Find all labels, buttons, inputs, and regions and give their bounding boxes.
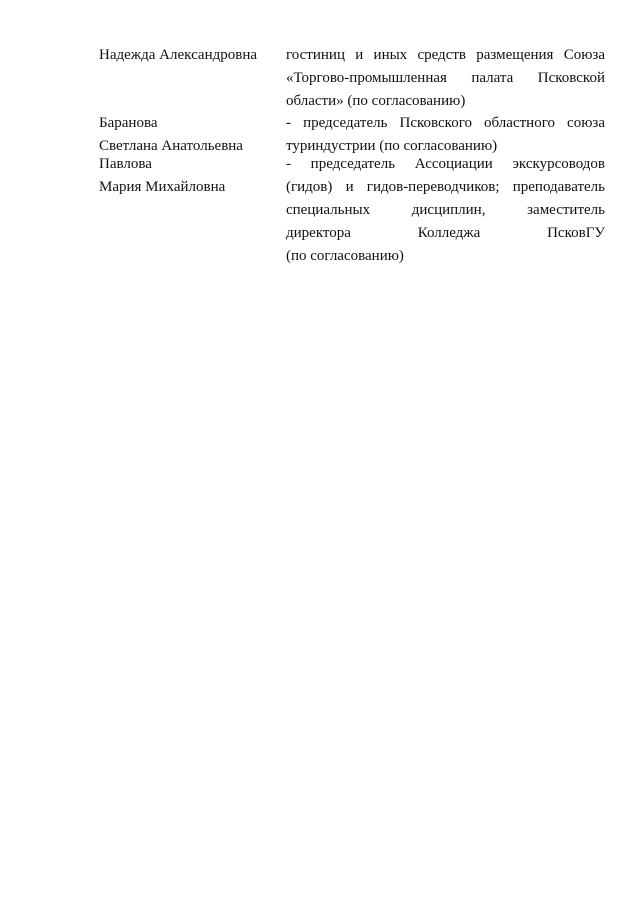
member-surname: Баранова xyxy=(99,115,158,131)
description-line: «Торгово-промышленная палата Псковской xyxy=(286,70,605,86)
member-surname: Павлова xyxy=(99,156,152,172)
description-line: директора Колледжа ПсковГУ xyxy=(286,225,605,241)
description-line: специальных дисциплин, заместитель xyxy=(286,202,605,218)
member-given-names: Мария Михайловна xyxy=(99,179,226,195)
member-description xyxy=(286,112,605,158)
member-name xyxy=(99,153,274,199)
description-line: - председатель Псковского областного союза xyxy=(286,115,605,131)
description-line: туриндустрии (по согласованию) xyxy=(286,138,498,154)
member-description xyxy=(286,153,605,268)
member-name xyxy=(99,112,274,158)
description-line: (гидов) и гидов-переводчиков; преподаватель xyxy=(286,179,605,195)
description-line: (по согласованию) xyxy=(286,248,404,264)
member-name-line: Надежда Александровна xyxy=(99,47,257,63)
description-line: - председатель Ассоциации экскурсоводов xyxy=(286,156,605,172)
description-line: области» (по согласованию) xyxy=(286,93,466,109)
description-line: гостиниц и иных средств размещения Союза xyxy=(286,47,605,63)
member-name xyxy=(99,44,274,67)
member-given-names: Светлана Анатольевна xyxy=(99,138,243,154)
member-description xyxy=(286,44,605,113)
